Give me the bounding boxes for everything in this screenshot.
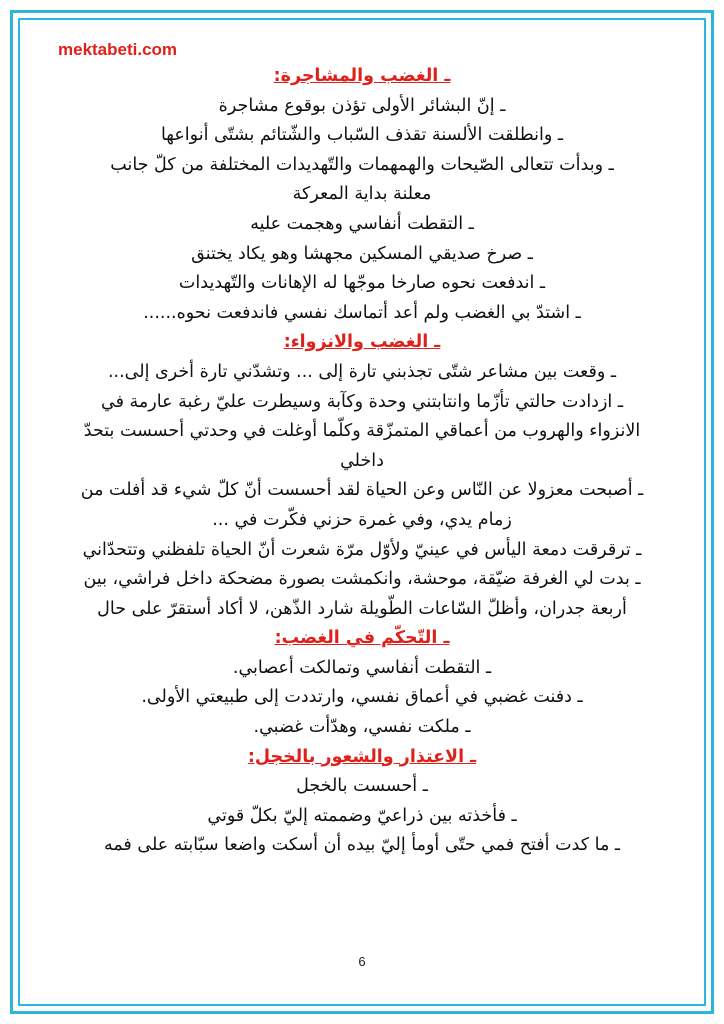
text-line: ـ وبدأت تتعالى الصّيحات والهمهمات والتّهديدات المختلفة من كلّ جانب <box>110 154 614 175</box>
page-number: 6 <box>358 954 366 969</box>
text-line: ـ ترقرقت دمعة اليأس في عينيّ ولأوّل مرّة شعرت أنّ الحياة تلفظني وتتحدّاني <box>82 539 642 560</box>
text-line: ـ ملكت نفسي، وهدّأت غضبي. <box>253 717 471 738</box>
text-line: ـ بدت لي الغرفة ضيّقة، موحشة، وانكمشت بصورة مضحكة داخل فراشي، بين <box>83 569 641 590</box>
site-name[interactable]: mektabeti.com <box>58 40 178 59</box>
text-line: معلنة بداية المعركة <box>292 184 432 205</box>
text-line: ـ وقعت بين مشاعر شتّى تجذبني تارة إلى ... وتشدّني تارة أخرى إلى... <box>107 361 617 382</box>
section-heading: ـ الاعتذار والشعور بالخجل: <box>247 746 477 767</box>
text-line: ـ ما كدت أفتح فمي حتّى أومأ إليّ بيده أن أسكت واضعا سبّابته على فمه <box>103 835 621 856</box>
text-line: ـ وانطلقت الألسنة تقذف السّباب والشّتائم بشتّى أنواعها <box>160 125 564 146</box>
text-line: ـ إنّ البشائر الأولى تؤذن بوقوع مشاجرة <box>218 95 506 116</box>
text-line: ـ التقطت أنفاسي وتمالكت أعصابي. <box>232 657 492 678</box>
text-line: ـ التقطت أنفاسي وهجمت عليه <box>250 213 474 234</box>
text-line: الانزواء والهروب من أعماقي المتمزّقة وكلّما أوغلت في وحدتي أحسست بتحدّ <box>83 421 641 442</box>
section-heading: ـ الغضب والمشاجرة: <box>273 66 451 86</box>
text-line: ـ فأخذته بين ذراعيّ وضممته إليّ بكلّ قوتي <box>207 805 517 826</box>
text-line: أربعة جدران، وأظلّ السّاعات الطّويلة شارد الذّهن، لا أكاد أستقرّ على حال <box>97 598 627 619</box>
text-line: ـ ازدادت حالتي تأزّما وانتابتني وحدة وكآبة وسيطرت عليّ رغبة عارمة في <box>101 391 623 412</box>
text-line: ـ اندفعت نحوه صارخا موجّها له الإهانات والتّهديدات <box>178 273 546 294</box>
text-line: ـ أحسست بالخجل <box>296 776 428 797</box>
text-line: ـ دفنت غضبي في أعماق نفسي، وارتددت إلى طبيعتي الأولى. <box>141 687 583 708</box>
document-body <box>64 62 660 861</box>
text-line: ـ أصبحت معزولا عن النّاس وعن الحياة لقد أحسست أنّ كلّ شيء قد أفلت من <box>80 480 644 501</box>
section-heading: ـ التّحكّم في الغضب: <box>274 628 450 649</box>
text-line: ـ صرخ صديقي المسكين مجهشا وهو يكاد يختنق <box>191 243 533 264</box>
text-line: زمام يدي، وفي غمرة حزني فكّرت في ... <box>212 509 512 530</box>
section-heading: ـ الغضب والانزواء: <box>283 332 441 353</box>
text-line: داخلي <box>340 450 384 471</box>
text-line: ـ اشتدّ بي الغضب ولم أعد أتماسك نفسي فاندفعت نحوه...... <box>143 302 581 323</box>
